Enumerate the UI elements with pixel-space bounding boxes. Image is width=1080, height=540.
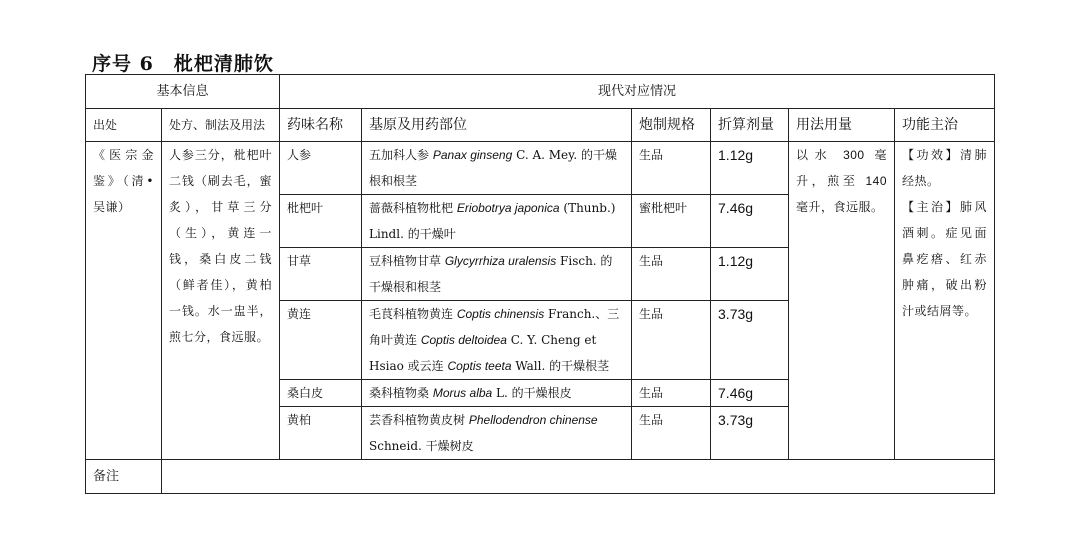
- herb-processing: 生品: [632, 301, 711, 380]
- function-header: 功能主治: [895, 109, 995, 142]
- herb-name: 桑白皮: [280, 380, 362, 407]
- herb-dose: 1.12g: [711, 248, 789, 301]
- herb-origin: 毛茛科植物黄连 Coptis chinensis Franch.、三角叶黄连 Coptis deltoidea C. Y. Cheng et Hsiao 或云连 Coptis teeta Wall. 的干燥根茎: [362, 301, 632, 380]
- herb-name: 黄柏: [280, 407, 362, 460]
- source-header: 出处: [86, 109, 162, 142]
- herb-dose: 7.46g: [711, 195, 789, 248]
- prescription-table: [85, 74, 995, 494]
- herb-dose: 7.46g: [711, 380, 789, 407]
- modern-header: 现代对应情况: [280, 75, 995, 109]
- herb-processing: 生品: [632, 142, 711, 195]
- usage-header: 用法用量: [789, 109, 895, 142]
- herb-name-header: 药味名称: [280, 109, 362, 142]
- herb-processing: 蜜枇杷叶: [632, 195, 711, 248]
- processing-header: 炮制规格: [632, 109, 711, 142]
- herb-dose: 3.73g: [711, 407, 789, 460]
- herb-processing: 生品: [632, 380, 711, 407]
- herb-processing: 生品: [632, 248, 711, 301]
- function-cell: [895, 142, 995, 460]
- usage-cell: 以水 300 毫升，煎至 140 毫升，食远服。: [789, 142, 895, 460]
- prescription-cell: 人参三分，枇杷叶二钱（刷去毛，蜜炙），甘草三分（生），黄连一钱，桑白皮二钱（鲜者佳），黄柏一钱。水一盅半，煎七分，食远服。: [162, 142, 280, 460]
- note-value: [162, 460, 995, 494]
- herb-name: 枇杷叶: [280, 195, 362, 248]
- note-row: [86, 460, 995, 494]
- table-header-row-1: [86, 75, 995, 109]
- efficacy-label: 【功效】: [902, 148, 961, 162]
- herb-origin: 五加科人参 Panax ginseng C. A. Mey. 的干燥根和根茎: [362, 142, 632, 195]
- herb-name: 黄连: [280, 301, 362, 380]
- note-label: 备注: [86, 460, 162, 494]
- herb-dose: 3.73g: [711, 301, 789, 380]
- origin-header: 基原及用药部位: [362, 109, 632, 142]
- herb-row: [86, 142, 995, 195]
- herb-dose: 1.12g: [711, 142, 789, 195]
- herb-name: 人参: [280, 142, 362, 195]
- dose-header: 折算剂量: [711, 109, 789, 142]
- source-cell: 《医宗金鉴》（清•吴谦）: [86, 142, 162, 460]
- herb-processing: 生品: [632, 407, 711, 460]
- basic-info-header: 基本信息: [86, 75, 280, 109]
- page-title: 序号 6 枇杷清肺饮: [92, 53, 274, 75]
- indication-label: 【主治】: [902, 200, 961, 214]
- table-header-row-2: [86, 109, 995, 142]
- herb-origin: 桑科植物桑 Morus alba L. 的干燥根皮: [362, 380, 632, 407]
- herb-origin: 蔷薇科植物枇杷 Eriobotrya japonica (Thunb.) Lindl. 的干燥叶: [362, 195, 632, 248]
- herb-name: 甘草: [280, 248, 362, 301]
- prescription-header: 处方、制法及用法: [162, 109, 280, 142]
- herb-origin: 豆科植物甘草 Glycyrrhiza uralensis Fisch. 的干燥根和根茎: [362, 248, 632, 301]
- efficacy-text: 清肺经热。: [902, 148, 988, 188]
- herb-origin: 芸香科植物黄皮树 Phellodendron chinense Schneid. 干燥树皮: [362, 407, 632, 460]
- indication-text: 肺风酒刺。症见面鼻疙瘩、红赤肿痛，破出粉汁或结屑等。: [902, 200, 988, 318]
